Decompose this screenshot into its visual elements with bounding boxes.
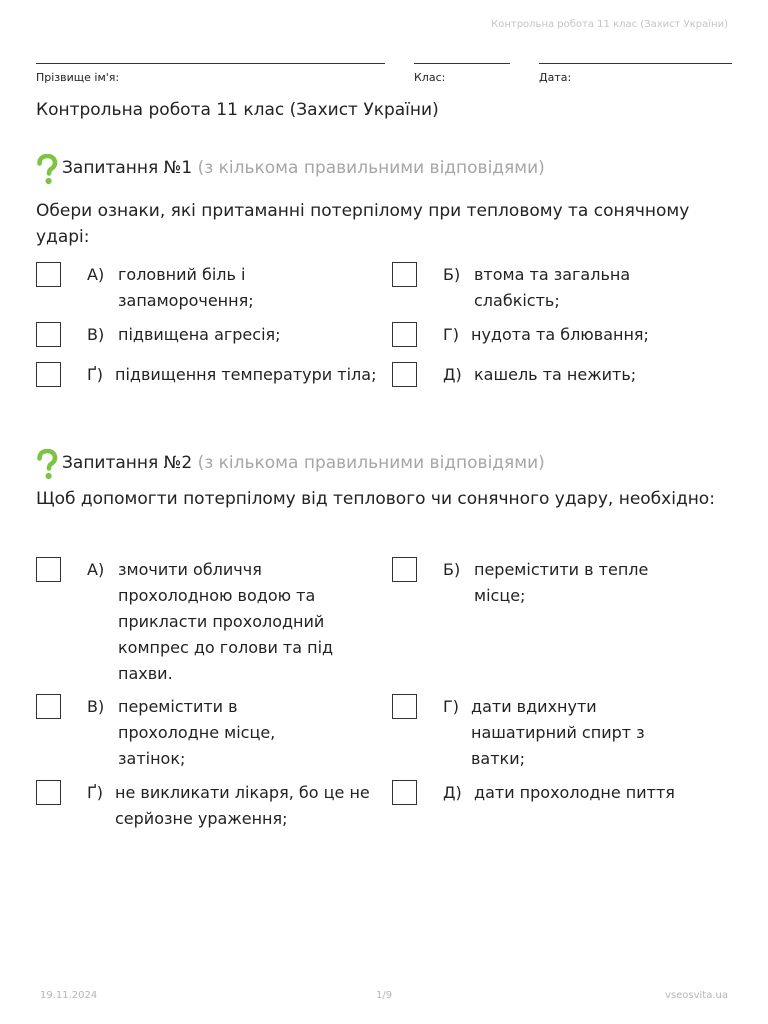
question-1 <box>36 154 736 384</box>
q1-option-v-checkbox[interactable] <box>36 322 61 347</box>
q2-option-g-checkbox[interactable] <box>36 780 61 805</box>
q1-option-b-checkbox[interactable] <box>392 262 417 287</box>
q2-option-v-checkbox[interactable] <box>36 694 61 719</box>
question-1-heading-text <box>62 158 545 178</box>
footer-site: vseosvita.ua <box>665 990 728 1001</box>
q1-option-a-text: головний біль і запаморочення; <box>118 265 254 310</box>
page-footer <box>40 990 728 1004</box>
q1-option-a-checkbox[interactable] <box>36 262 61 287</box>
footer-page-number: 1/9 <box>376 990 393 1001</box>
question-2-heading <box>36 449 736 481</box>
question-2-text: Щоб допомогти потерпілому від теплового чи сонячного удару, необхідно: <box>36 489 715 509</box>
q1-option-b-letter: Б) <box>443 265 461 284</box>
q2-option-v-text: перемістити в прохолодне місце, затінок; <box>118 697 276 768</box>
q1-option-h-letter: Г) <box>443 325 459 344</box>
question-mark-icon <box>36 154 58 186</box>
q1-option-g-checkbox[interactable] <box>36 362 61 387</box>
question-2-heading-text <box>62 453 545 473</box>
name-field-label: Прізвище ім'я: <box>36 71 120 84</box>
date-field-line[interactable] <box>539 63 732 64</box>
q1-option-b-text: втома та загальна слабкість; <box>474 265 631 310</box>
question-2 <box>36 449 736 828</box>
page-header-title: Контрольна робота 11 клас (Захист України) <box>491 19 728 30</box>
date-field-label: Дата: <box>539 71 572 84</box>
question-2-number: Запитання №2 <box>62 453 193 473</box>
q2-option-a-letter: А) <box>87 560 105 579</box>
class-field-label: Клас: <box>414 71 446 84</box>
q2-option-h-letter: Г) <box>443 697 459 716</box>
q2-option-d-text: дати прохолодне пиття <box>474 783 675 802</box>
q1-option-d-letter: Д) <box>443 365 462 384</box>
q2-option-b-checkbox[interactable] <box>392 557 417 582</box>
q1-option-d-text: кашель та нежить; <box>474 365 637 384</box>
name-field-line[interactable] <box>36 63 385 64</box>
q1-option-v-letter: В) <box>87 325 105 344</box>
question-1-text: Обери ознаки, які притаманні потерпілому при тепловому та сонячному ударі: <box>36 201 690 247</box>
q2-option-g-text: не викликати лікаря, бо це не серйозне ураження; <box>115 783 370 828</box>
q2-option-g-letter: Ґ) <box>87 783 103 802</box>
question-1-heading <box>36 154 736 186</box>
class-field[interactable] <box>414 63 510 84</box>
test-title: Контрольна робота 11 клас (Захист України) <box>36 100 439 120</box>
q2-option-b-text: перемістити в тепле місце; <box>474 560 649 605</box>
q2-option-a-checkbox[interactable] <box>36 557 61 582</box>
date-field[interactable] <box>539 63 732 84</box>
q2-option-h-text: дати вдихнути нашатирний спирт з ватки; <box>471 697 645 768</box>
q1-option-g-text: підвищення температури тіла; <box>115 365 377 384</box>
question-2-type: (з кількома правильними відповідями) <box>197 453 545 473</box>
question-mark-icon <box>36 449 58 481</box>
q2-option-v-letter: В) <box>87 697 105 716</box>
q2-option-d-letter: Д) <box>443 783 462 802</box>
q2-option-d-checkbox[interactable] <box>392 780 417 805</box>
question-1-type: (з кількома правильними відповідями) <box>197 158 545 178</box>
name-field[interactable] <box>36 63 385 84</box>
q1-option-v-text: підвищена агресія; <box>118 325 281 344</box>
q2-option-h-checkbox[interactable] <box>392 694 417 719</box>
q2-option-a-text: змочити обличчя прохолодною водою та прикласти прохолодний компрес до голови та під пахви. <box>118 560 334 683</box>
q1-option-h-text: нудота та блювання; <box>471 325 649 344</box>
class-field-line[interactable] <box>414 63 510 64</box>
q2-option-b-letter: Б) <box>443 560 461 579</box>
q1-option-d-checkbox[interactable] <box>392 362 417 387</box>
student-info-fields <box>36 63 732 93</box>
q1-option-h-checkbox[interactable] <box>392 322 417 347</box>
footer-date: 19.11.2024 <box>40 990 98 1001</box>
q1-option-a-letter: А) <box>87 265 105 284</box>
question-1-number: Запитання №1 <box>62 158 193 178</box>
q1-option-g-letter: Ґ) <box>87 365 103 384</box>
